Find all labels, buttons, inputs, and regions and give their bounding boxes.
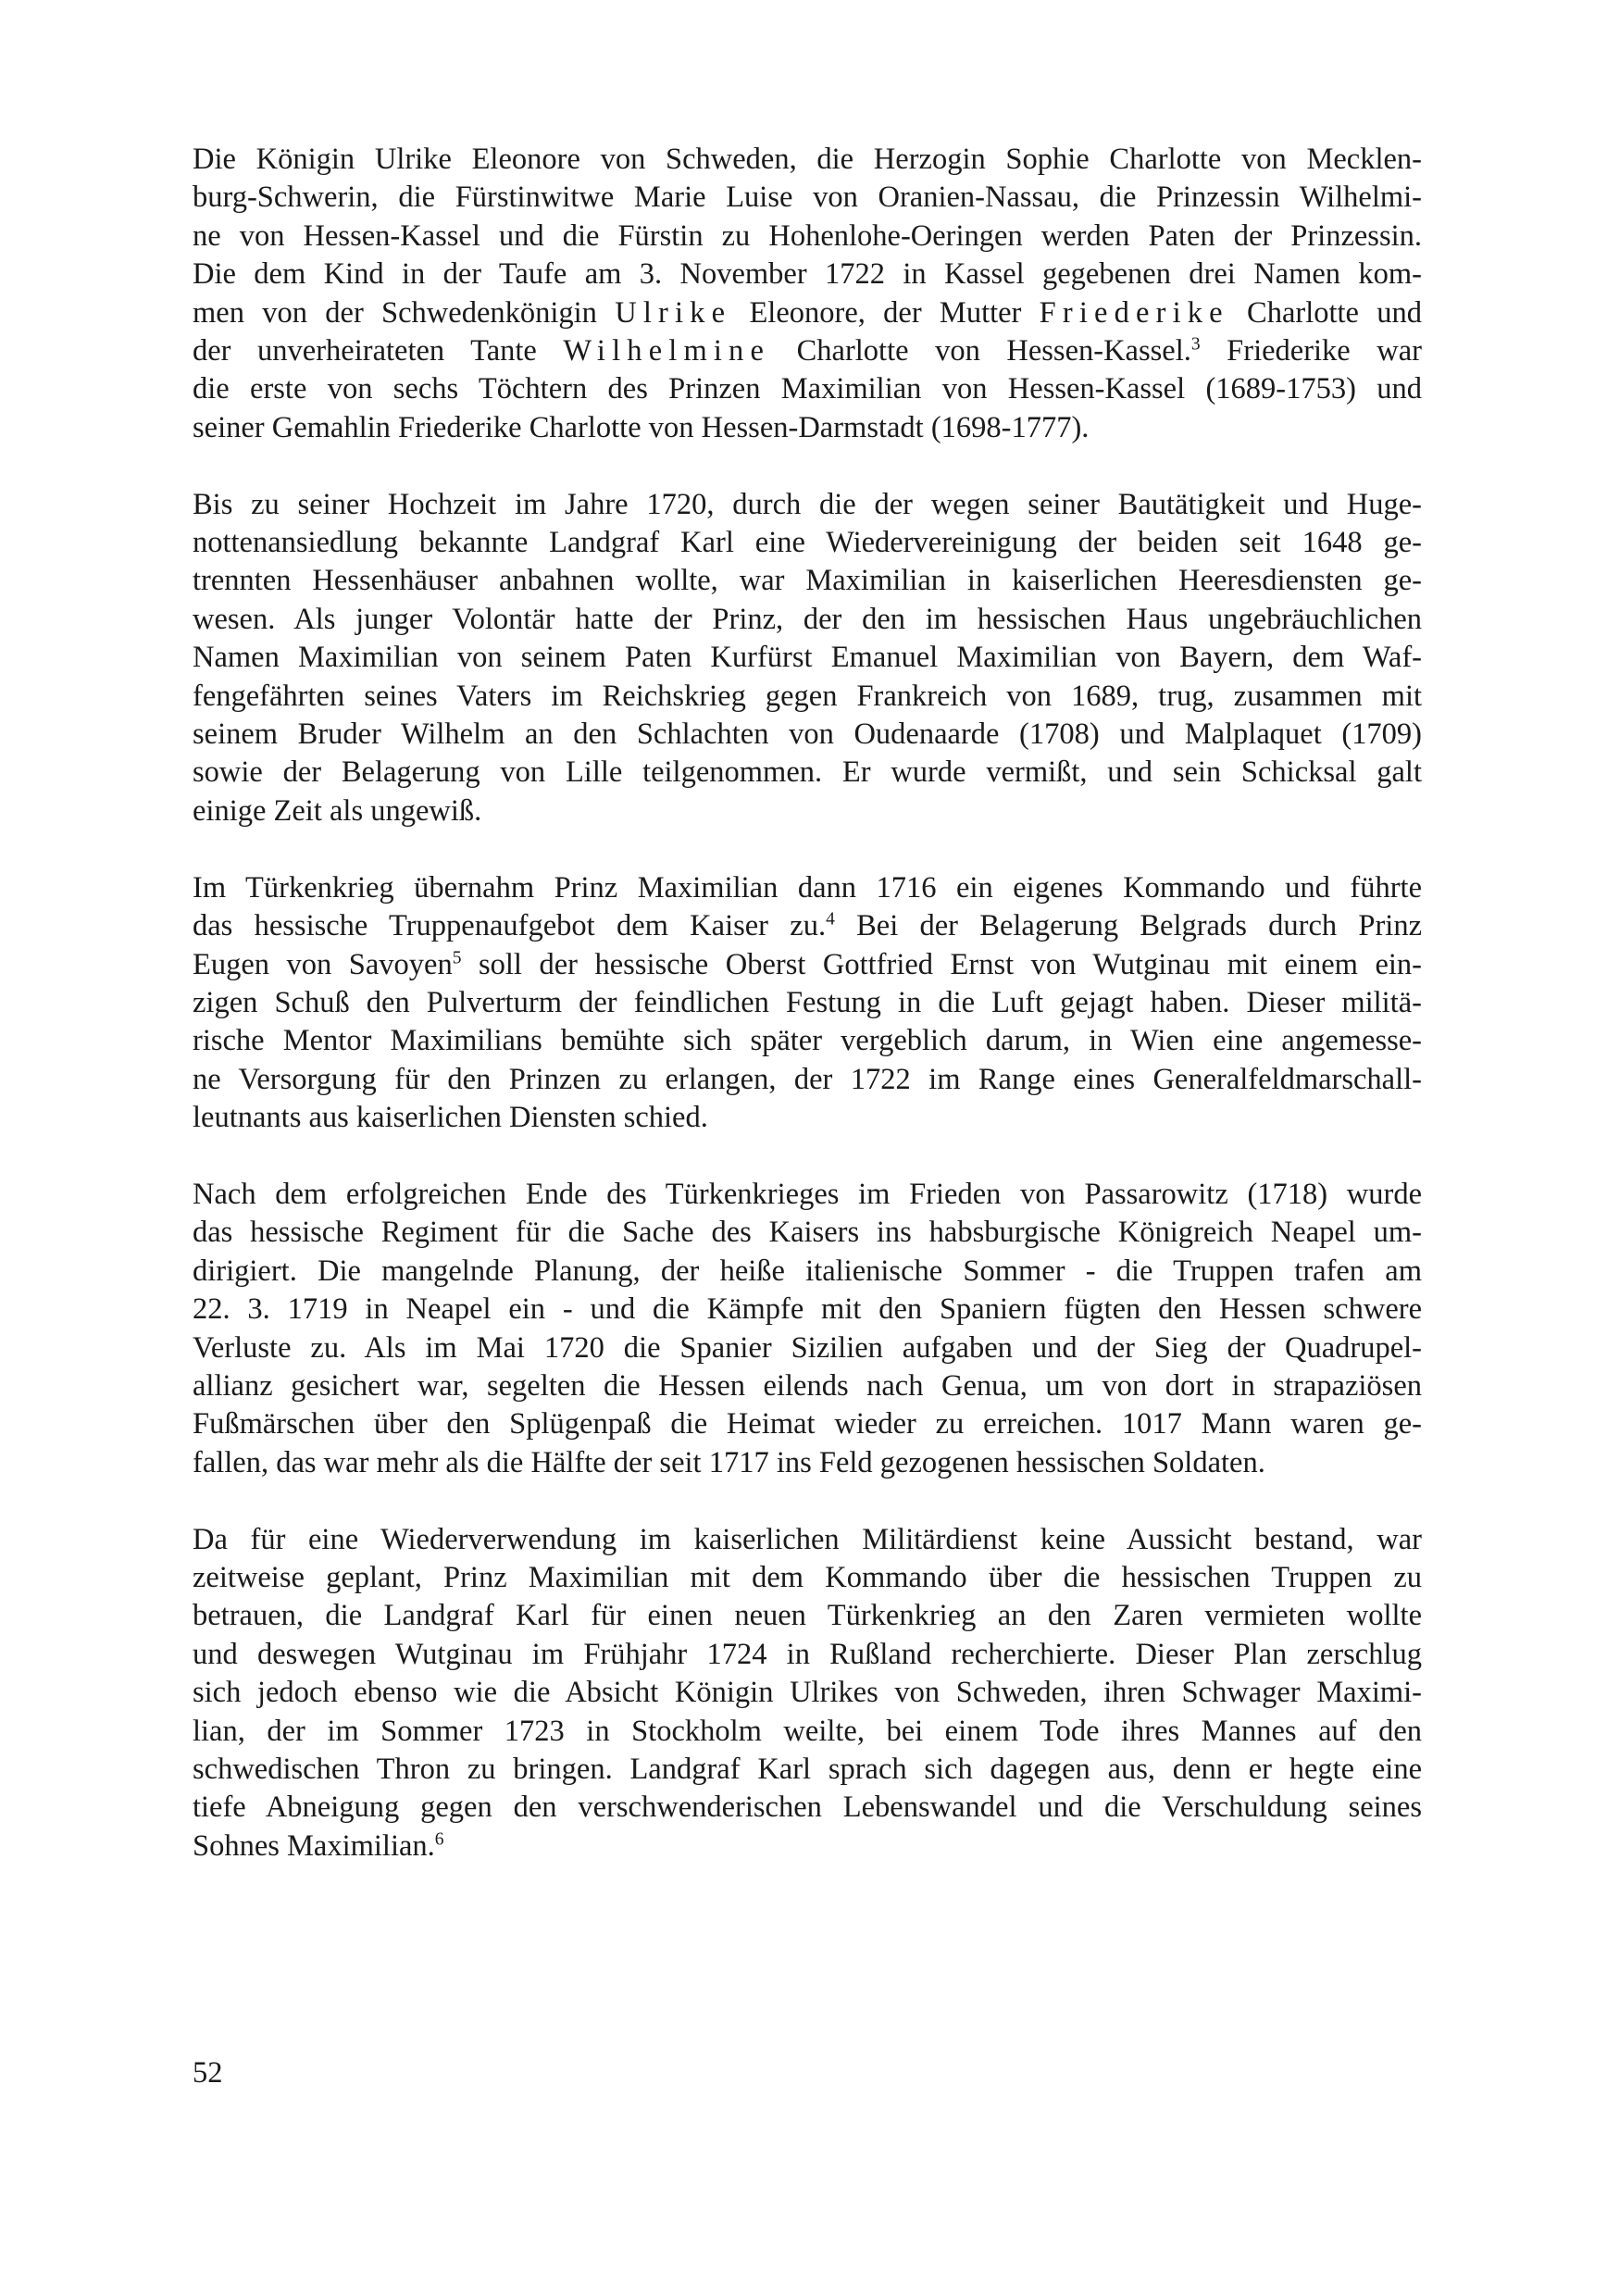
footnote-ref-5: 5 <box>452 947 462 967</box>
text-run: Bei der Belagerung Belgrads durch Prinz <box>834 909 1423 943</box>
text-line: dirigiert. Die mangelnde Planung, der heiße italienische Sommer - die Truppen trafen am <box>193 1254 1422 1288</box>
text-line: allianz gesichert war, segelten die Hessen eilends nach Genua, um von dort in strapaziösen <box>193 1368 1422 1403</box>
paragraph-4 <box>193 1176 1422 1482</box>
paragraph-2 <box>193 486 1422 831</box>
text-run: das hessische Truppenaufgebot dem Kaiser zu. <box>193 909 827 943</box>
text-run: men von der Schwedenkönigin <box>193 295 616 330</box>
text-line: rische Mentor Maximilians bemühte sich später vergeblich darum, in Wien eine angemesse- <box>193 1024 1422 1058</box>
text-line <box>193 946 1422 984</box>
text-line: Die Königin Ulrike Eleonore von Schweden, die Herzogin Sophie Charlotte von Mecklen- <box>193 143 1422 176</box>
text-line: das hessische Regiment für die Sache des Kaisers ins habsburgische Königreich Neapel um- <box>193 1216 1422 1250</box>
text-line: Nach dem erfolgreichen Ende des Türkenkrieges im Frieden von Passarowitz (1718) wurde <box>193 1177 1422 1211</box>
text-line: Im Türkenkrieg übernahm Prinz Maximilian dann 1716 ein eigenes Kommando und führte <box>193 870 1422 905</box>
text-line <box>193 294 1422 332</box>
text-line: sich jedoch ebenso wie die Absicht Königin Ulrikes von Schweden, ihren Schwager Maximi- <box>193 1676 1422 1710</box>
text-line: nottenansiedlung bekannte Landgraf Karl eine Wiedervereinigung der beiden seit 1648 ge- <box>193 526 1422 560</box>
text-line: fallen, das war mehr als die Hälfte der seit 1717 ins Feld gezogenen hessischen Soldaten. <box>193 1445 1265 1479</box>
text-line: betrauen, die Landgraf Karl für einen neuen Türkenkrieg an den Zaren vermieten wollte <box>193 1599 1422 1633</box>
text-line: sowie der Belagerung von Lille teilgenommen. Er wurde vermißt, und sein Schicksal galt <box>193 755 1422 790</box>
body-text <box>193 141 1422 1904</box>
text-line: Verluste zu. Als im Mai 1720 die Spanier Sizilien aufgaben und der Sieg der Quadrupel- <box>193 1330 1422 1365</box>
text-run: Charlotte und <box>1228 295 1422 330</box>
text-line: burg-Schwerin, die Fürstinwitwe Marie Luise von Oranien-Nassau, die Prinzessin Wilhelmi- <box>193 181 1422 215</box>
paragraph-1 <box>193 141 1422 447</box>
paragraph-3 <box>193 869 1422 1138</box>
spaced-name-friederike: Friederike <box>1039 295 1229 330</box>
text-line: Die dem Kind in der Taufe am 3. November 1722 in Kassel gegebenen drei Namen kom- <box>193 257 1422 292</box>
text-line: seinem Bruder Wilhelm an den Schlachten von Oudenaarde (1708) und Malplaquet (1709) <box>193 718 1422 752</box>
text-run: Friederike war <box>1200 334 1422 368</box>
text-run: Sohnes Maximilian. <box>193 1828 435 1863</box>
spaced-name-wilhelmine: Wilhelmine <box>563 334 771 368</box>
text-line: trennten Hessenhäuser anbahnen wollte, war Maximilian in kaiserlichen Heeresdiensten ge- <box>193 564 1422 598</box>
text-line: leutnants aus kaiserlichen Diensten schied. <box>193 1101 708 1135</box>
text-line: und deswegen Wutginau im Frühjahr 1724 in Rußland recherchierte. Dieser Plan zerschlug <box>193 1637 1422 1671</box>
text-line: ne von Hessen-Kassel und die Fürstin zu Hohenlohe-Oeringen werden Paten der Prinzessin. <box>193 218 1422 253</box>
text-line: zeitweise geplant, Prinz Maximilian mit dem Kommando über die hessischen Truppen zu <box>193 1560 1422 1594</box>
text-run: soll der hessische Oberst Gottfried Ernst von Wutginau mit einem ein- <box>461 947 1422 981</box>
text-line: 22. 3. 1719 in Neapel ein - und die Kämpfe mit den Spaniern fügten den Hessen schwere <box>193 1292 1422 1327</box>
text-line: zigen Schuß den Pulverturm der feindlichen Festung in die Luft gejagt haben. Dieser militä- <box>193 985 1422 1019</box>
text-line: wesen. Als junger Volontär hatte der Prinz, der den im hessischen Haus ungebräuchlichen <box>193 602 1422 636</box>
text-line: tiefe Abneigung gegen den verschwenderischen Lebenswandel und die Verschuldung seines <box>193 1791 1422 1825</box>
text-line: Da für eine Wiederverwendung im kaiserlichen Militärdienst keine Aussicht bestand, war <box>193 1522 1422 1556</box>
text-line <box>193 1828 1422 1866</box>
text-run: Eleonore, der Mutter <box>731 295 1040 330</box>
text-line: einige Zeit als ungewiß. <box>193 793 482 828</box>
text-line: schwedischen Thron zu bringen. Landgraf Karl sprach sich dagegen aus, denn er hegte eine <box>193 1753 1422 1786</box>
page-number: 52 <box>193 2056 223 2090</box>
text-line: Namen Maximilian von seinem Paten Kurfürst Emanuel Maximilian von Bayern, dem Waf- <box>193 641 1422 675</box>
footnote-ref-3: 3 <box>1190 334 1201 355</box>
text-line: ne Versorgung für den Prinzen zu erlangen, der 1722 im Range eines Generalfeldmarschall- <box>193 1062 1422 1096</box>
text-line: Bis zu seiner Hochzeit im Jahre 1720, durch die der wegen seiner Bautätigkeit und Huge- <box>193 487 1422 521</box>
text-line: fengefährten seines Vaters im Reichskrieg gegen Frankreich von 1689, trug, zusammen mit <box>193 679 1422 713</box>
paragraph-5 <box>193 1521 1422 1866</box>
text-line <box>193 332 1422 370</box>
text-line: seiner Gemahlin Friederike Charlotte von Hessen-Darmstadt (1698-1777). <box>193 410 1090 444</box>
text-run: der unverheirateten Tante <box>193 334 564 368</box>
text-line: lian, der im Sommer 1723 in Stockholm weilte, bei einem Tode ihres Mannes auf den <box>193 1714 1422 1748</box>
text-run: Eugen von Savoyen <box>193 947 453 981</box>
text-line: Fußmärschen über den Splügenpaß die Heimat wieder zu erreichen. 1017 Mann waren ge- <box>193 1407 1422 1441</box>
spaced-name-ulrike: Ulrike <box>615 295 732 330</box>
text-run: Charlotte von Hessen-Kassel. <box>770 334 1191 368</box>
footnote-ref-4: 4 <box>826 909 835 930</box>
text-line <box>193 907 1422 945</box>
text-line: die erste von sechs Töchtern des Prinzen Maximilian von Hessen-Kassel (1689-1753) und <box>193 372 1422 406</box>
footnote-ref-6: 6 <box>434 1829 444 1850</box>
